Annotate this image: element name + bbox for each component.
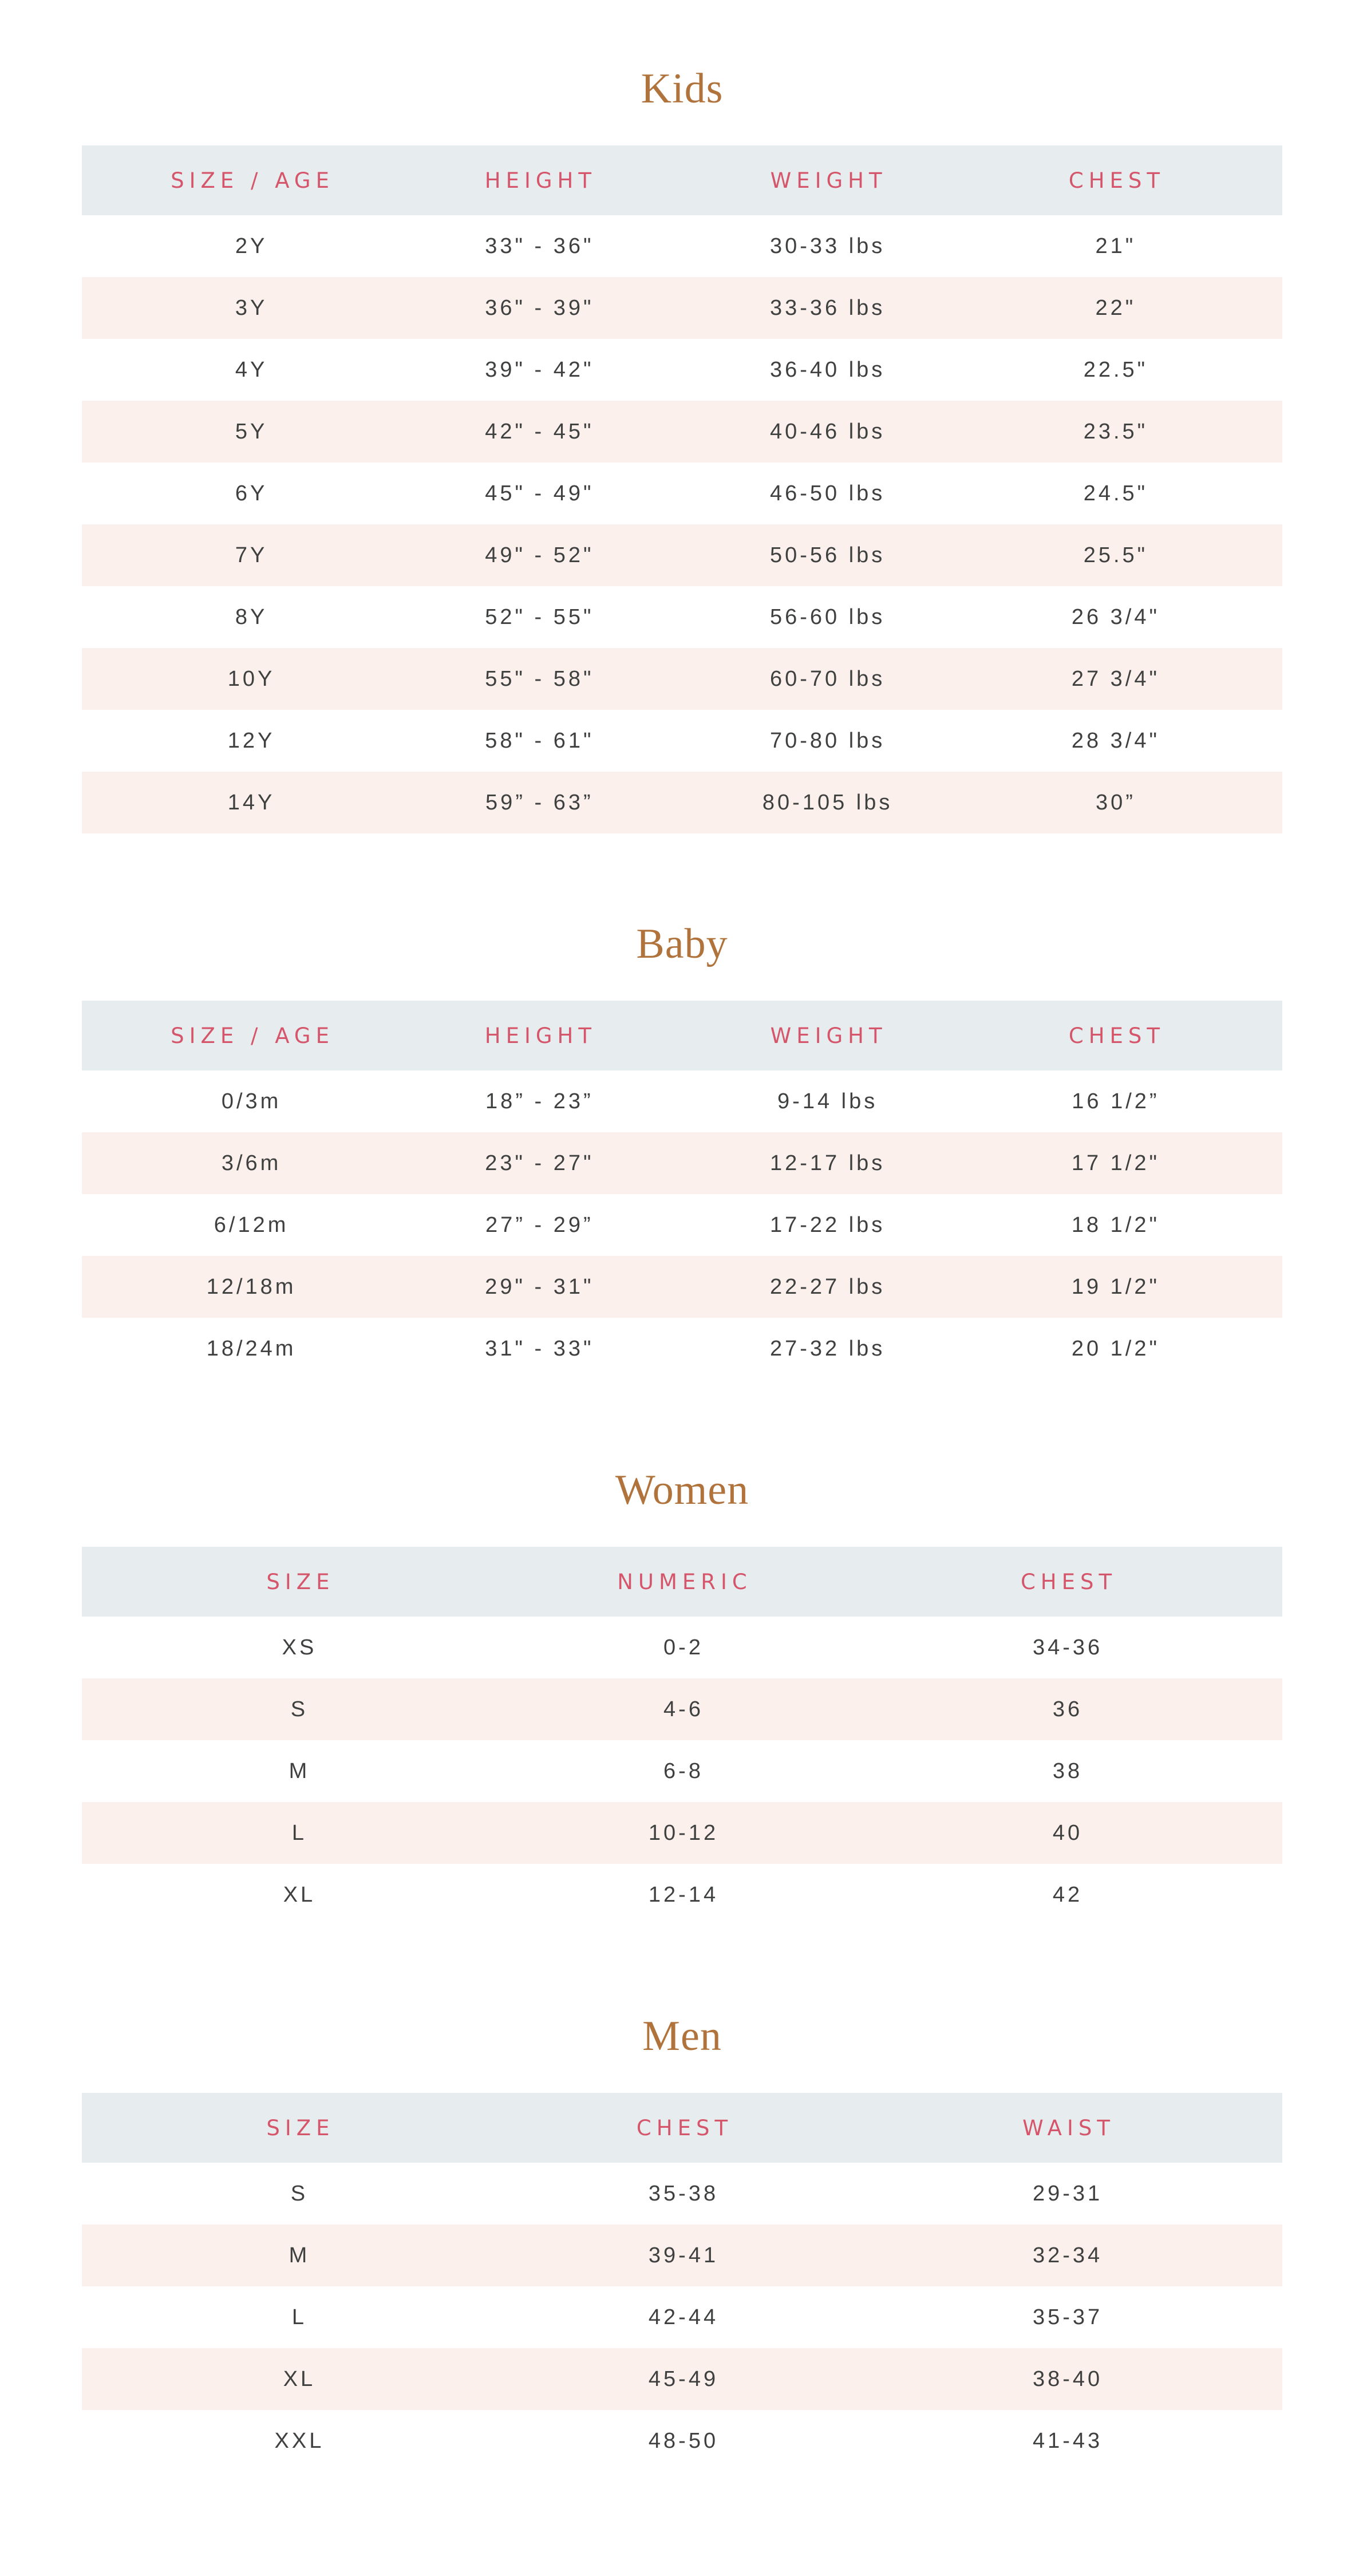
size-chart-section-women [82,1469,1282,1926]
table-cell: 16 1/2” [1072,1089,1160,1113]
table-cell: 35-38 [648,2181,719,2206]
table-cell: 6Y [235,481,268,505]
table-cell: 9-14 lbs [777,1089,878,1113]
table-cell: XL [283,1882,316,1907]
column-header: CHEST [1020,1569,1117,1594]
column-header: CHEST [636,2115,733,2140]
table-cell: XS [282,1635,317,1660]
table-row [82,277,1282,339]
table-cell: L [291,1820,307,1845]
column-header: NUMERIC [617,1569,752,1594]
table-row [82,1864,1282,1926]
table-cell: 70-80 lbs [769,728,886,753]
table-cell: 3/6m [221,1151,282,1175]
table-cell: 49" - 52" [485,543,594,567]
table-cell: 34-36 [1032,1635,1103,1660]
table-row [82,2410,1282,2472]
table-cell: 22.5" [1083,357,1148,382]
column-header: WEIGHT [770,1023,887,1048]
table-cell: 12-14 [648,1882,719,1907]
table-header-row [82,145,1282,215]
table-cell: 36 [1052,1697,1083,1721]
table-row [82,1194,1282,1256]
table-cell: 35-37 [1032,2305,1103,2329]
table-cell: 58" - 61" [485,728,594,753]
table-cell: 40-46 lbs [769,419,886,444]
table-body [82,1617,1282,1926]
table-cell: 60-70 lbs [769,666,886,691]
table-cell: 22-27 lbs [769,1274,886,1299]
table-cell: 27-32 lbs [769,1336,886,1361]
section-title-women: Women [615,1467,749,1514]
table-cell: 41-43 [1032,2428,1103,2453]
table-cell: 7Y [235,543,268,567]
table-cell: 18” - 23” [485,1089,594,1113]
column-header: WAIST [1022,2115,1115,2140]
table-cell: 3Y [235,295,268,320]
table-cell: 4Y [235,357,268,382]
size-chart-section-men [82,2015,1282,2472]
table-cell: 0/3m [221,1089,282,1113]
table-cell: 23" - 27" [485,1151,594,1175]
table-cell: 17-22 lbs [769,1212,886,1237]
table-cell: 14Y [227,790,275,815]
table-cell: 28 3/4" [1071,728,1160,753]
table-row [82,1802,1282,1864]
table-cell: 29" - 31" [485,1274,594,1299]
table-cell: 31" - 33" [485,1336,594,1361]
table-cell: 0-2 [663,1635,704,1660]
section-title-kids: Kids [641,65,724,112]
table-row [82,586,1282,648]
table-cell: 4-6 [663,1697,704,1721]
table-row [82,401,1282,463]
table-cell: 45-49 [648,2366,719,2391]
table-cell: 2Y [235,234,268,258]
table-cell: 36-40 lbs [769,357,886,382]
table-cell: 33" - 36" [485,234,594,258]
table-cell: S [290,1697,309,1721]
table-cell: 80-105 lbs [762,790,893,815]
column-header: HEIGHT [484,168,596,193]
table-cell: 38 [1052,1759,1083,1783]
table-row [82,1678,1282,1740]
table-cell: XL [283,2366,316,2391]
column-header: CHEST [1068,1023,1165,1048]
column-header: WEIGHT [770,168,887,193]
table-cell: 42 [1052,1882,1083,1907]
table-cell: 12Y [227,728,275,753]
table-cell: 26 3/4" [1071,605,1160,629]
table-cell: L [291,2305,307,2329]
table-cell: 42" - 45" [485,419,594,444]
table-cell: 33-36 lbs [769,295,886,320]
table-row [82,1070,1282,1132]
table-row [82,1318,1282,1380]
table-cell: 6-8 [663,1759,704,1783]
column-header: SIZE / AGE [171,168,334,193]
section-title-baby: Baby [636,920,728,967]
table-cell: 17 1/2" [1071,1151,1160,1175]
table-cell: 27 3/4" [1071,666,1160,691]
table-cell: 18/24m [206,1336,297,1361]
table-cell: 22" [1095,295,1136,320]
table-cell: 30-33 lbs [769,234,886,258]
table-cell: 10-12 [648,1820,719,1845]
table-cell: 12/18m [206,1274,297,1299]
table-cell: M [289,1759,310,1783]
table-header-row [82,1547,1282,1617]
column-header: SIZE [266,1569,335,1594]
table-cell: 36" - 39" [485,295,594,320]
table-row [82,1740,1282,1802]
table-cell: 6/12m [214,1212,289,1237]
table-cell: 19 1/2" [1071,1274,1160,1299]
table-cell: 21" [1095,234,1136,258]
table-row [82,215,1282,277]
table-cell: 45" - 49" [485,481,594,505]
table-row [82,463,1282,524]
table-cell: 55" - 58" [485,666,594,691]
table-cell: 5Y [235,419,268,444]
table-cell: 20 1/2" [1071,1336,1160,1361]
table-cell: 30” [1095,790,1136,815]
table-body [82,215,1282,833]
section-title-men: Men [642,2013,722,2060]
table-row [82,1617,1282,1678]
table-row [82,1256,1282,1318]
table-row [82,2348,1282,2410]
table-cell: 39" - 42" [485,357,594,382]
table-cell: 8Y [235,605,268,629]
column-header: CHEST [1068,168,1165,193]
table-cell: 10Y [227,666,275,691]
table-header-row [82,1001,1282,1070]
table-cell: 52" - 55" [485,605,594,629]
table-cell: 23.5" [1083,419,1148,444]
table-body [82,2163,1282,2472]
table-cell: 42-44 [648,2305,719,2329]
table-row [82,339,1282,401]
table-cell: 59” - 63” [485,790,594,815]
size-chart-section-kids [82,65,1282,833]
table-cell: 39-41 [648,2243,719,2267]
table-cell: 38-40 [1032,2366,1103,2391]
table-row [82,2225,1282,2286]
table-body [82,1070,1282,1380]
table-cell: 56-60 lbs [769,605,886,629]
table-cell: 46-50 lbs [769,481,886,505]
table-cell: 27” - 29” [485,1212,594,1237]
table-row [82,1132,1282,1194]
column-header: SIZE / AGE [171,1023,334,1048]
table-cell: 40 [1052,1820,1083,1845]
table-cell: 48-50 [648,2428,719,2453]
table-row [82,648,1282,710]
table-row [82,2286,1282,2348]
table-cell: 29-31 [1032,2181,1103,2206]
table-cell: 18 1/2" [1071,1212,1160,1237]
table-cell: 24.5" [1083,481,1148,505]
table-cell: 50-56 lbs [769,543,886,567]
table-cell: 32-34 [1032,2243,1103,2267]
column-header: HEIGHT [484,1023,596,1048]
size-chart-section-baby [82,920,1282,1380]
table-row [82,710,1282,772]
table-cell: XXL [274,2428,325,2453]
table-cell: 25.5" [1083,543,1148,567]
table-row [82,772,1282,833]
table-row [82,2163,1282,2225]
table-cell: S [290,2181,309,2206]
column-header: SIZE [266,2115,335,2140]
table-cell: M [289,2243,310,2267]
table-cell: 12-17 lbs [769,1151,886,1175]
table-header-row [82,2093,1282,2163]
table-row [82,524,1282,586]
